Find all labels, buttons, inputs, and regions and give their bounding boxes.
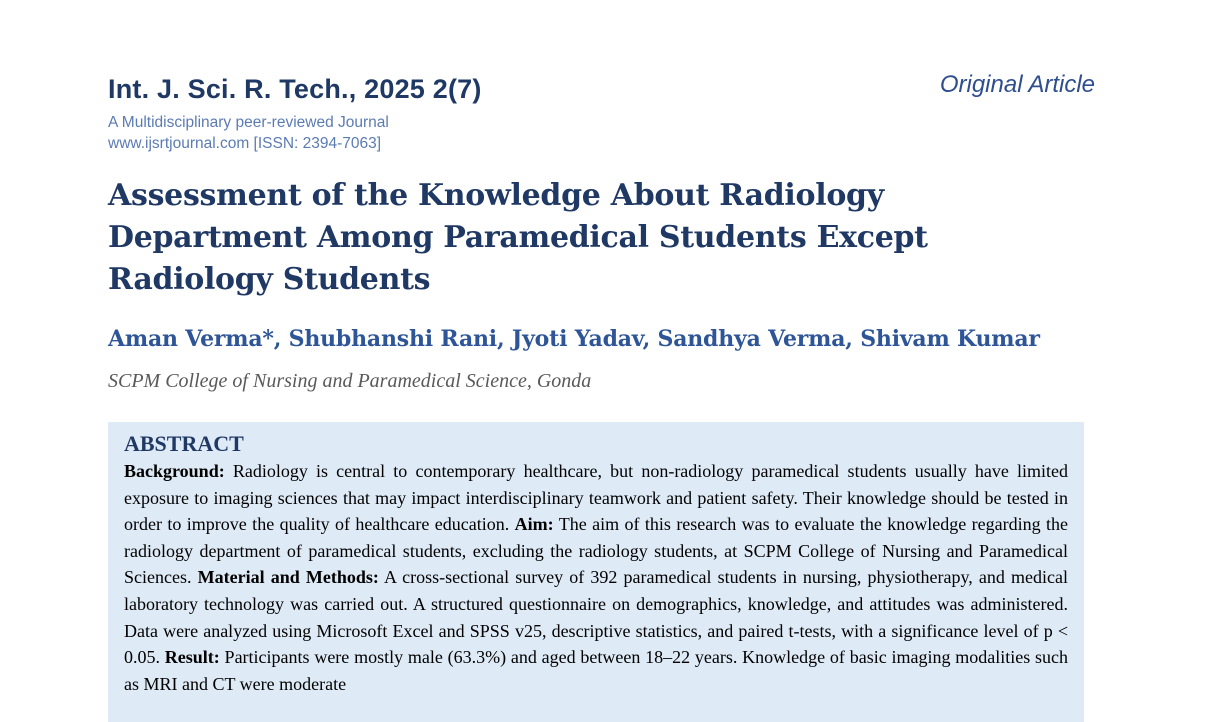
author-list: Aman Verma*, Shubhanshi Rani, Jyoti Yadav, Sandhya Verma, Shivam Kumar: [108, 326, 1040, 352]
journal-description: A Multidisciplinary peer-reviewed Journal: [108, 114, 389, 131]
abstract-aim-label: Aim:: [514, 514, 554, 535]
abstract-methods-text: A cross-sectional survey of 392 paramedical students in nursing, physiotherapy, and medical laboratory technology was carried out. A structured questionnaire on demographics, knowledge, and attitudes was administered. Data were analyzed using Microsoft Excel and SPSS v25, descriptive statistics, and paired t-tests, with a significance level of p < 0.05.: [124, 567, 1068, 668]
abstract-background-text: Radiology is central to contemporary healthcare, but non-radiology paramedical students usually have limited exposure to imaging sciences that may impact interdisciplinary teamwork and patient safety. Their knowledge should be tested in order to improve the quality of healthcare education.: [124, 461, 1068, 535]
abstract-aim-text: The aim of this research was to evaluate the knowledge regarding the radiology department of paramedical students, excluding the radiology students, at SCPM College of Nursing and Paramedical Sciences.: [124, 514, 1069, 588]
abstract-result-text: Participants were mostly male (63.3%) and aged between 18–22 years. Knowledge of basic imaging modalities such as MRI and CT were moderate: [124, 647, 1068, 694]
abstract-methods-label: Material and Methods:: [197, 567, 379, 588]
article-type-label: Original Article: [939, 71, 1095, 98]
abstract-box: [108, 422, 1084, 722]
author-affiliation: SCPM College of Nursing and Paramedical Science, Gonda: [108, 370, 592, 392]
abstract-background-label: Background:: [124, 461, 225, 481]
journal-name: Int. J. Sci. R. Tech., 2025 2(7): [108, 74, 482, 104]
abstract-heading: ABSTRACT: [124, 431, 244, 456]
abstract-text: [124, 458, 1068, 697]
journal-website: www.ijsrtjournal.com [ISSN: 2394-7063]: [108, 135, 382, 152]
article-title: Assessment of the Knowledge About Radiology Department Among Paramedical Students Except Radiology Students: [108, 178, 928, 297]
abstract-result-label: Result:: [164, 647, 220, 668]
